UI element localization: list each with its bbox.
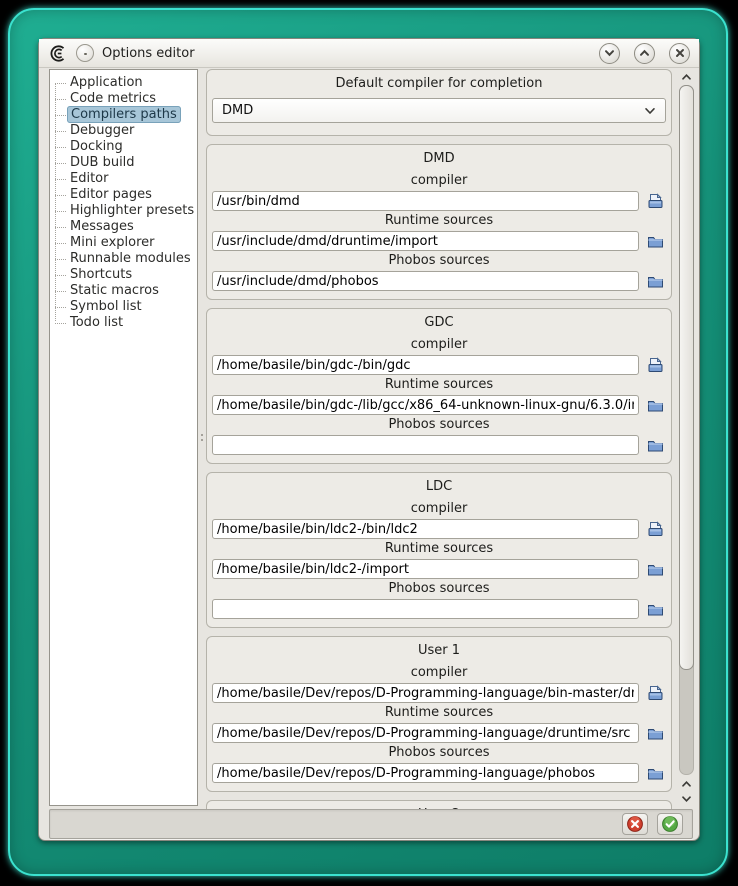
folder-icon [647, 562, 664, 577]
coedit-logo-icon [48, 43, 68, 63]
group-caption: LDC [425, 479, 453, 494]
sidebar-item-symbol-list[interactable]: Symbol list [60, 299, 195, 315]
scrollbar-thumb[interactable] [679, 85, 694, 670]
sidebar-item-compilers-paths[interactable] [60, 107, 195, 123]
compiler-group-gdc [206, 308, 672, 464]
folder-icon [647, 766, 664, 781]
sidebar-item-editor-pages[interactable]: Editor pages [60, 187, 195, 203]
scroll-up-button[interactable] [678, 69, 695, 84]
user1-phobos-browse-button[interactable] [644, 763, 666, 783]
sidebar-item-static-macros[interactable]: Static macros [60, 283, 195, 299]
sidebar-item-docking[interactable]: Docking [60, 139, 195, 155]
compilers-paths-panel [206, 69, 672, 806]
sidebar-item-editor[interactable]: Editor [60, 171, 195, 187]
folder-icon [647, 398, 664, 413]
scroll-down-button[interactable] [678, 791, 695, 806]
chevron-up-icon [639, 49, 650, 57]
titlebar[interactable] [39, 39, 699, 68]
combo-value: DMD [222, 103, 254, 118]
chevron-down-icon [604, 49, 615, 57]
folder-icon [647, 438, 664, 453]
dmd-runtime-input[interactable] [212, 231, 639, 251]
compiler-group-dmd [206, 144, 672, 300]
file-open-icon [647, 521, 664, 537]
user1-compiler-browse-button[interactable] [644, 683, 666, 703]
selected-item-highlight: Compilers paths [67, 106, 181, 123]
window-title: Options editor [102, 45, 195, 61]
ldc-compiler-browse-button[interactable] [644, 519, 666, 539]
footer-bar [49, 809, 693, 839]
default-compiler-group [206, 69, 672, 136]
folder-icon [647, 234, 664, 249]
gdc-runtime-browse-button[interactable] [644, 395, 666, 415]
runtime-sources-label: Runtime sources [384, 541, 494, 556]
ldc-compiler-input[interactable] [212, 519, 639, 539]
close-icon [675, 48, 685, 58]
scroll-up-secondary-button[interactable] [678, 776, 695, 791]
sidebar-item-shortcuts[interactable]: Shortcuts [60, 267, 195, 283]
group-caption: GDC [424, 315, 454, 330]
gdc-runtime-input[interactable] [212, 395, 639, 415]
folder-icon [647, 274, 664, 289]
maximize-button[interactable] [634, 43, 655, 64]
ldc-runtime-input[interactable] [212, 559, 639, 579]
dmd-phobos-browse-button[interactable] [644, 271, 666, 291]
phobos-sources-label: Phobos sources [388, 581, 490, 596]
ldc-runtime-browse-button[interactable] [644, 559, 666, 579]
runtime-sources-label: Runtime sources [384, 377, 494, 392]
compiler-label: compiler [410, 501, 468, 516]
compiler-label: compiler [410, 665, 468, 680]
folder-icon [647, 602, 664, 617]
runtime-sources-label: Runtime sources [384, 213, 494, 228]
category-sidebar [49, 69, 198, 806]
user1-runtime-browse-button[interactable] [644, 723, 666, 743]
user1-compiler-input[interactable] [212, 683, 639, 703]
group-caption: DMD [423, 151, 455, 166]
close-button[interactable] [669, 43, 690, 64]
options-editor-window [38, 38, 700, 841]
accept-button[interactable] [657, 813, 683, 835]
group-caption: Default compiler for completion [335, 76, 543, 91]
green-check-icon [661, 815, 679, 833]
chevron-down-icon [681, 795, 692, 803]
options-scrollbar[interactable] [677, 69, 696, 806]
sidebar-item-mini-explorer[interactable]: Mini explorer [60, 235, 195, 251]
compiler-group-ldc [206, 472, 672, 628]
sidebar-item-messages[interactable]: Messages [60, 219, 195, 235]
category-tree [52, 75, 195, 331]
sidebar-item-highlighter-presets[interactable]: Highlighter presets [60, 203, 195, 219]
sidebar-item-application[interactable]: Application [60, 75, 195, 91]
file-open-icon [647, 193, 664, 209]
sidebar-item-dub-build[interactable]: DUB build [60, 155, 195, 171]
scrollbar-track[interactable] [679, 85, 694, 775]
compiler-group-user1 [206, 636, 672, 792]
default-compiler-select[interactable] [212, 98, 666, 123]
sidebar-item-todo-list[interactable]: Todo list [60, 315, 195, 331]
gdc-phobos-browse-button[interactable] [644, 435, 666, 455]
sidebar-splitter[interactable] [199, 69, 205, 806]
user1-runtime-input[interactable] [212, 723, 639, 743]
cancel-button[interactable] [622, 813, 648, 835]
group-caption: User 1 [417, 643, 461, 658]
ldc-phobos-browse-button[interactable] [644, 599, 666, 619]
file-open-icon [647, 685, 664, 701]
gdc-compiler-browse-button[interactable] [644, 355, 666, 375]
ldc-phobos-input[interactable] [212, 599, 639, 619]
runtime-sources-label: Runtime sources [384, 705, 494, 720]
minimize-button[interactable] [599, 43, 620, 64]
gdc-compiler-input[interactable] [212, 355, 639, 375]
dmd-phobos-input[interactable] [212, 271, 639, 291]
gdc-phobos-input[interactable] [212, 435, 639, 455]
sidebar-item-runnable-modules[interactable]: Runnable modules [60, 251, 195, 267]
chevron-up-icon [681, 73, 692, 81]
folder-icon [647, 726, 664, 741]
chevron-up-icon [681, 780, 692, 788]
user1-phobos-input[interactable] [212, 763, 639, 783]
dmd-compiler-browse-button[interactable] [644, 191, 666, 211]
compiler-label: compiler [410, 337, 468, 352]
red-x-icon [626, 815, 644, 833]
sidebar-item-code-metrics[interactable]: Code metrics [60, 91, 195, 107]
phobos-sources-label: Phobos sources [388, 253, 490, 268]
sidebar-item-debugger[interactable]: Debugger [60, 123, 195, 139]
phobos-sources-label: Phobos sources [388, 417, 490, 432]
phobos-sources-label: Phobos sources [388, 745, 490, 760]
compiler-label: compiler [410, 173, 468, 188]
chevron-down-icon [644, 107, 656, 115]
file-open-icon [647, 357, 664, 373]
dmd-compiler-input[interactable] [212, 191, 639, 211]
dmd-runtime-browse-button[interactable] [644, 231, 666, 251]
titlebar-menu-button[interactable] [76, 44, 94, 62]
